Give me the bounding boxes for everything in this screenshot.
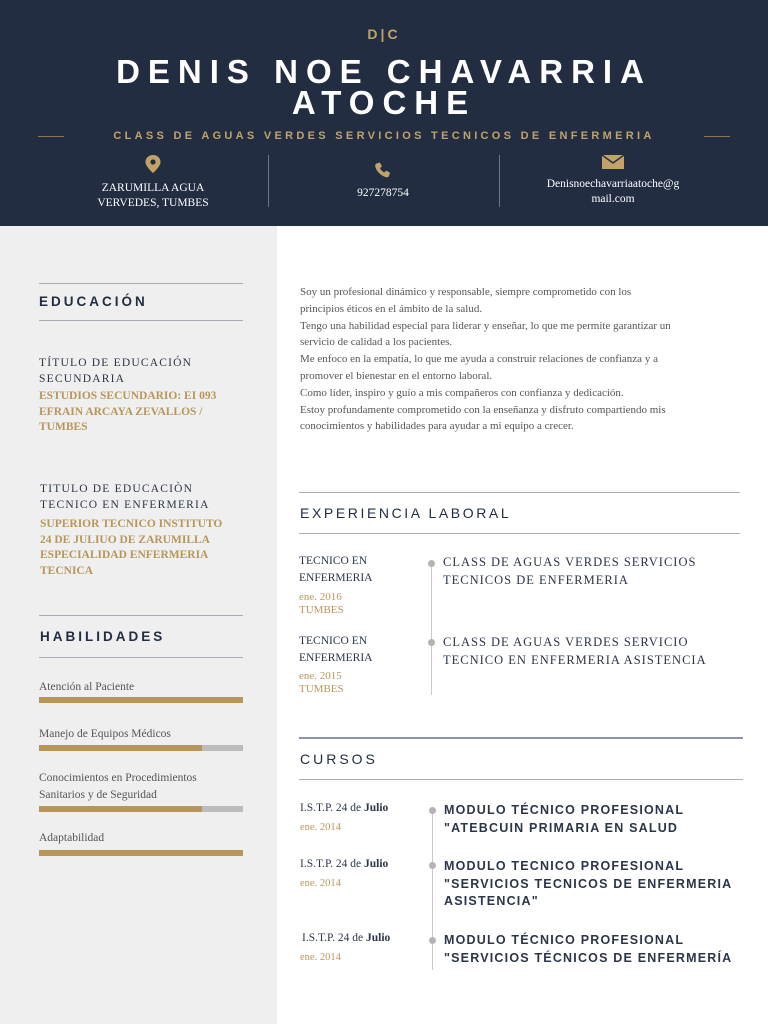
location-pin-icon	[145, 155, 161, 173]
course-2-name-line: MODULO TECNICO PROFESIONAL	[444, 859, 685, 873]
education-2-detail-line: TECNICA	[40, 564, 94, 577]
job-1-company-line-1: CLASS DE AGUAS VERDES SERVICIOS	[443, 555, 697, 569]
course-1-name	[444, 802, 754, 837]
education-2-detail	[40, 517, 255, 579]
timeline-dot	[428, 639, 435, 646]
course-1-name-line: "ATEBCUIN PRIMARIA EN SALUD	[444, 820, 679, 835]
timeline-dot	[429, 807, 436, 814]
course-2-institution-bold: Julio	[364, 858, 389, 870]
education-1-title	[39, 355, 254, 387]
skill-bar-3	[39, 806, 243, 812]
education-2-detail-line: 24 DE JULIUO DE ZARUMILLA	[40, 533, 210, 546]
job-1-place: TUMBES	[299, 604, 344, 616]
timeline-dot	[429, 862, 436, 869]
profile-line: promover el bienestar en el entorno laboral.	[300, 369, 493, 382]
monogram: D|C	[367, 26, 401, 42]
education-1-detail-line: EFRAIN ARCAYA ZEVALLOS /	[39, 405, 203, 418]
skill-label-4: Adaptabilidad	[39, 832, 105, 844]
job-2-role-line-2: ENFERMERIA	[299, 652, 373, 664]
education-2-detail-line: SUPERIOR TECNICO INSTITUTO	[40, 518, 223, 530]
courses-heading: CURSOS	[300, 751, 378, 767]
education-2-title-line-1: TITULO DE EDUCACIÒN	[40, 483, 194, 495]
course-3-institution	[302, 931, 390, 946]
profile-line: Estoy profundamente comprometido con la enseñanza y disfruto compartiendo mis	[300, 403, 666, 416]
profile-line: Me enfoco en la empatía, lo que me ayuda a construir relaciones de confianza y a	[300, 353, 658, 366]
job-1-role	[299, 553, 419, 587]
contact-email	[498, 155, 728, 207]
course-2-institution	[300, 857, 388, 872]
course-3-name-line: "SERVICIOS TÉCNICOS DE ENFERMERÍA	[444, 950, 733, 965]
profile-line: principios éticos en el ámbito de la salud.	[300, 302, 483, 315]
job-2-company-line-1: CLASS DE AGUAS VERDES SERVICIO	[443, 635, 689, 649]
header-banner	[0, 0, 768, 226]
courses-timeline	[432, 812, 433, 970]
skill-bar-1	[39, 697, 243, 703]
course-2-name-line: "SERVICIOS TECNICOS DE ENFERMERIA	[444, 876, 733, 891]
job-1-role-line-1: TECNICO EN	[299, 555, 368, 567]
skills-rule-top	[39, 615, 243, 616]
email-line-2: mail.com	[591, 193, 635, 205]
course-3-name	[444, 932, 754, 967]
job-2-date-value: ene. 2015	[299, 670, 342, 682]
profile-line: Tengo una habilidad especial para liderar y enseñar, lo que me permite garantizar un	[300, 319, 671, 332]
education-1-detail-line: ESTUDIOS SECUNDARIO: EI 093	[39, 390, 217, 402]
profile-line: servicio de calidad a los pacientes.	[300, 336, 453, 349]
job-subtitle: CLASS DE AGUAS VERDES SERVICIOS TECNICOS DE ENFERMERIA	[113, 130, 655, 142]
job-1-date-value: ene. 2016	[299, 591, 342, 603]
course-1-institution-bold: Julio	[364, 802, 389, 814]
phone-icon	[374, 162, 392, 178]
name-line-1: DENIS NOE CHAVARRIA	[116, 53, 652, 90]
profile-line: Soy un profesional dinámico y responsable, siempre comprometido con los	[300, 286, 632, 298]
contact-phone	[268, 162, 498, 201]
sidebar	[0, 226, 277, 1024]
job-1-company	[443, 554, 743, 589]
course-2-name-line: ASISTENCIA"	[444, 894, 539, 908]
subtitle-rule-right	[704, 136, 730, 137]
profile-line: Como líder, inspiro y guío a mis compañeros con confianza y dedicación.	[300, 386, 624, 399]
courses-rule-bottom	[299, 779, 743, 780]
phone-number: 927278754	[357, 187, 409, 199]
full-name	[0, 53, 768, 121]
job-2-company	[443, 634, 743, 669]
education-1-title-line-1: TÍTULO DE EDUCACIÓN	[39, 357, 193, 369]
address-line-2: VERVEDES, TUMBES	[97, 197, 209, 209]
course-1-name-line: MODULO TÉCNICO PROFESIONAL	[444, 803, 685, 817]
course-3-institution-text: I.S.T.P. 24 de	[302, 932, 366, 944]
skills-rule-bottom	[39, 657, 243, 658]
skill-bar-fill	[39, 850, 243, 856]
skills-heading: HABILIDADES	[40, 629, 166, 644]
skill-label-3-line-1: Conocimientos en Procedimientos	[39, 772, 197, 784]
course-1-institution-text: I.S.T.P. 24 de	[300, 802, 364, 814]
job-2-date	[299, 670, 419, 696]
experience-rule-bottom	[299, 533, 740, 534]
skill-bar-fill	[39, 697, 243, 703]
skill-label-1: Atención al Paciente	[39, 681, 135, 693]
subtitle-row	[38, 128, 730, 144]
skill-bar-2	[39, 745, 243, 751]
education-2-title	[40, 481, 255, 513]
course-3-institution-bold: Julio	[366, 932, 391, 944]
job-2-role-line-1: TECNICO EN	[299, 635, 368, 647]
education-rule-bottom	[39, 320, 243, 321]
education-1-title-line-2: SECUNDARIA	[39, 373, 126, 385]
job-2-company-line-2: TECNICO EN ENFERMERIA ASISTENCIA	[443, 652, 707, 667]
job-1-date	[299, 591, 419, 617]
experience-rule-top	[299, 492, 740, 493]
course-2-name	[444, 858, 754, 911]
email-line-1: Denisnoechavarriaatoche@g	[546, 178, 680, 190]
education-1-detail	[39, 389, 254, 436]
profile-summary	[300, 284, 750, 435]
education-2-title-line-2: TECNICO EN ENFERMERIA	[40, 499, 210, 511]
name-line-2: ATOCHE	[291, 84, 477, 121]
subtitle-rule-left	[38, 136, 64, 137]
job-2-role	[299, 633, 419, 667]
experience-heading: EXPERIENCIA LABORAL	[300, 505, 512, 521]
education-1-detail-line: TUMBES	[39, 421, 88, 433]
course-2-date: ene. 2014	[300, 878, 341, 889]
job-2-place: TUMBES	[299, 683, 344, 695]
skill-bar-4	[39, 850, 243, 856]
education-heading: EDUCACIÓN	[39, 294, 148, 309]
timeline-dot	[429, 937, 436, 944]
timeline-dot	[428, 560, 435, 567]
course-3-date: ene. 2014	[300, 952, 341, 963]
contact-address	[38, 155, 268, 211]
skill-bar-fill	[39, 806, 202, 812]
skill-label-3	[39, 770, 249, 804]
course-3-name-line: MODULO TÉCNICO PROFESIONAL	[444, 933, 685, 947]
skill-label-2: Manejo de Equipos Médicos	[39, 728, 171, 740]
envelope-icon	[602, 155, 624, 169]
experience-timeline	[431, 565, 432, 695]
job-1-company-line-2: TECNICOS DE ENFERMERIA	[443, 572, 629, 587]
profile-line: conocimientos y habilidades para ayudar a mi equipo a crecer.	[300, 420, 574, 433]
education-2-detail-line: ESPECIALIDAD ENFERMERIA	[40, 549, 209, 561]
skill-bar-fill	[39, 745, 202, 751]
education-rule-top	[39, 283, 243, 284]
address-line-1: ZARUMILLA AGUA	[101, 182, 205, 194]
course-1-institution	[300, 801, 388, 816]
skill-label-3-line-2: Sanitarios y de Seguridad	[39, 789, 157, 801]
course-2-institution-text: I.S.T.P. 24 de	[300, 858, 364, 870]
job-1-role-line-2: ENFERMERIA	[299, 572, 373, 584]
course-1-date: ene. 2014	[300, 822, 341, 833]
courses-rule-top	[299, 737, 743, 739]
